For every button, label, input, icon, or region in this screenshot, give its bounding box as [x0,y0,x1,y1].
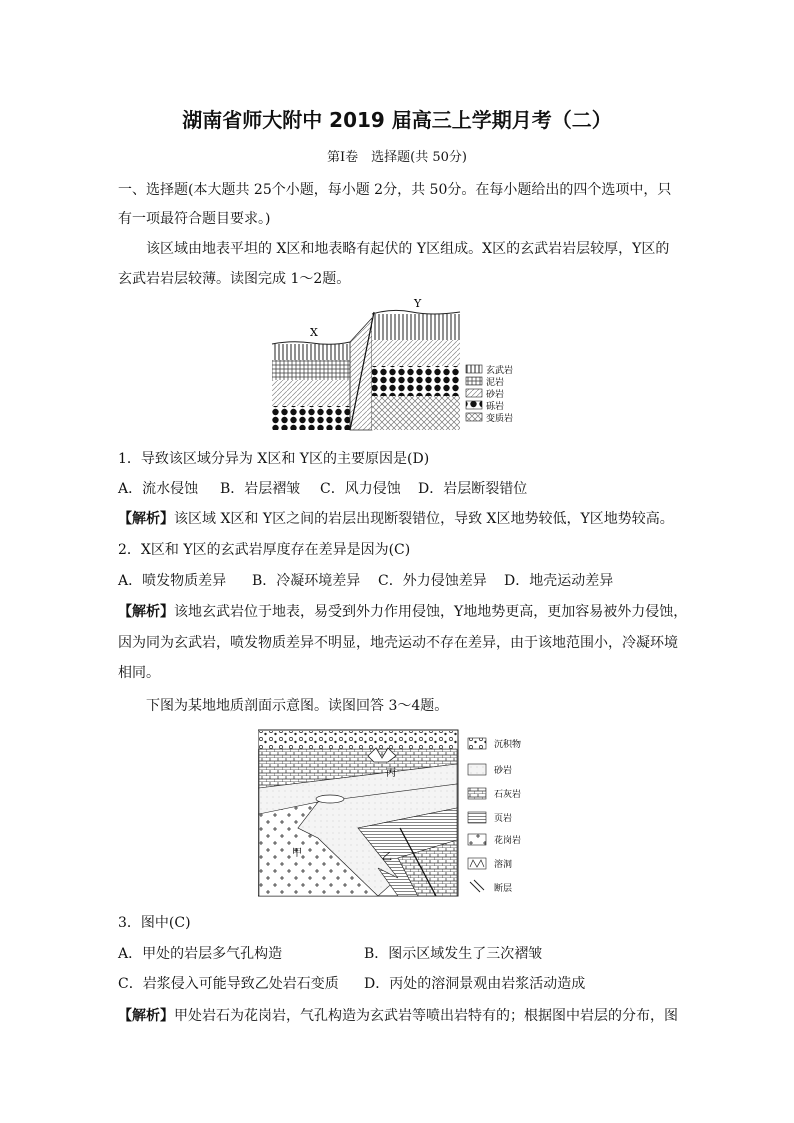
q2-analysis-text1: 该地玄武岩位于地表，易受到外力作用侵蚀，Y地地势更高，更加容易被外力侵蚀， [174,604,688,620]
block-x [272,342,350,430]
q1-analysis [118,510,674,528]
figure2-cross-section [258,728,558,900]
legend2-fault: 断层 [494,884,513,894]
q2-analysis-line3: 相同。 [118,665,160,681]
section-heading-line2: 有一项最符合题目要求。) [118,211,271,227]
intrusion-lens [316,795,344,803]
q3-option-a: A．甲处的岩层多气孔构造 [118,946,283,962]
figure1-cross-section [262,296,532,436]
q2-analysis-tag: 【解析】 [118,604,174,620]
intro2: 下图为某地地质剖面示意图。读图回答 3～4题。 [146,698,449,714]
q2-analysis-line2: 因为同为玄武岩，喷发物质差异不明显，地壳运动不存在差异，由于该地范围小，冷凝环境 [118,635,678,651]
q1-analysis-text: 该区域 X区和 Y区之间的岩层出现断裂错位，导致 X区地势较低，Y区地势较高。 [174,511,674,527]
q3-analysis-tag: 【解析】 [118,1008,174,1024]
figure1-legend [466,364,513,424]
q3-option-b: B．图示区域发生了三次褶皱 [364,946,543,962]
q3-option-d: D．丙处的溶洞景观由岩浆活动造成 [364,976,586,992]
label-yi: 乙 [382,852,392,863]
section-heading-line1: 一、选择题(本大题共 25个小题，每小题 2分，共 50分。在每小题给出的四个选项中，只 [118,182,672,198]
legend2-granite: 花岗岩 [494,836,522,846]
q2-analysis-line1 [118,603,687,621]
legend2-sediment: 沉积物 [494,740,522,750]
q2-stem: 2．X区和 Y区的玄武岩厚度存在差异是因为(C) [118,542,411,558]
intro1-line1: 该区域由地表平坦的 X区和地表略有起伏的 Y区组成。X区的玄武岩岩层较厚，Y区的 [146,241,670,257]
legend1-sandstone: 砂岩 [486,390,505,400]
legend2-shale: 页岩 [494,814,513,824]
q1-option-a: A．流水侵蚀 [118,481,199,497]
sediment-layer [259,731,457,749]
legend1-metamorphic: 变质岩 [486,414,514,424]
page-title: 湖南省师大附中 2019 届高三上学期月考（二） [182,108,612,132]
q1-analysis-tag: 【解析】 [118,511,174,527]
legend2-cave: 溶洞 [494,860,513,870]
q3-option-c: C．岩浆侵入可能导致乙处岩石变质 [118,976,339,992]
figure2-legend [468,738,521,894]
intro1-line2: 玄武岩岩层较薄。读图完成 1～2题。 [118,271,351,287]
label-bing: 丙 [386,768,396,779]
label-y: Y [414,297,422,310]
legend1-conglomerate: 砾岩 [486,402,505,412]
label-x: X [310,326,318,339]
q3-analysis-text: 甲处岩石为花岗岩，气孔构造为玄武岩等喷出岩特有的；根据图中岩层的分布，图 [174,1008,678,1024]
q3-stem: 3．图中(C) [118,915,191,931]
q1-stem: 1．导致该区域分异为 X区和 Y区的主要原因是(D) [118,451,430,467]
block-y [372,310,460,430]
q2-option-b: B．冷凝环境差异 [252,573,361,589]
q3-analysis [118,1007,678,1025]
q2-option-d: D．地壳运动差异 [504,573,614,589]
q2-option-c: C．外力侵蚀差异 [378,573,487,589]
label-jia: 甲 [292,848,302,859]
q1-option-c: C．风力侵蚀 [320,481,401,497]
page-subtitle: 第Ⅰ卷 选择题(共 50分) [327,150,467,165]
legend1-mudstone: 泥岩 [486,378,505,388]
legend2-sandstone: 砂岩 [494,766,513,776]
q1-option-b: B．岩层褶皱 [220,481,301,497]
legend2-limestone: 石灰岩 [494,790,522,800]
q2-option-a: A．喷发物质差异 [118,573,227,589]
legend1-basalt: 玄武岩 [486,366,514,376]
q1-option-d: D．岩层断裂错位 [418,481,528,497]
